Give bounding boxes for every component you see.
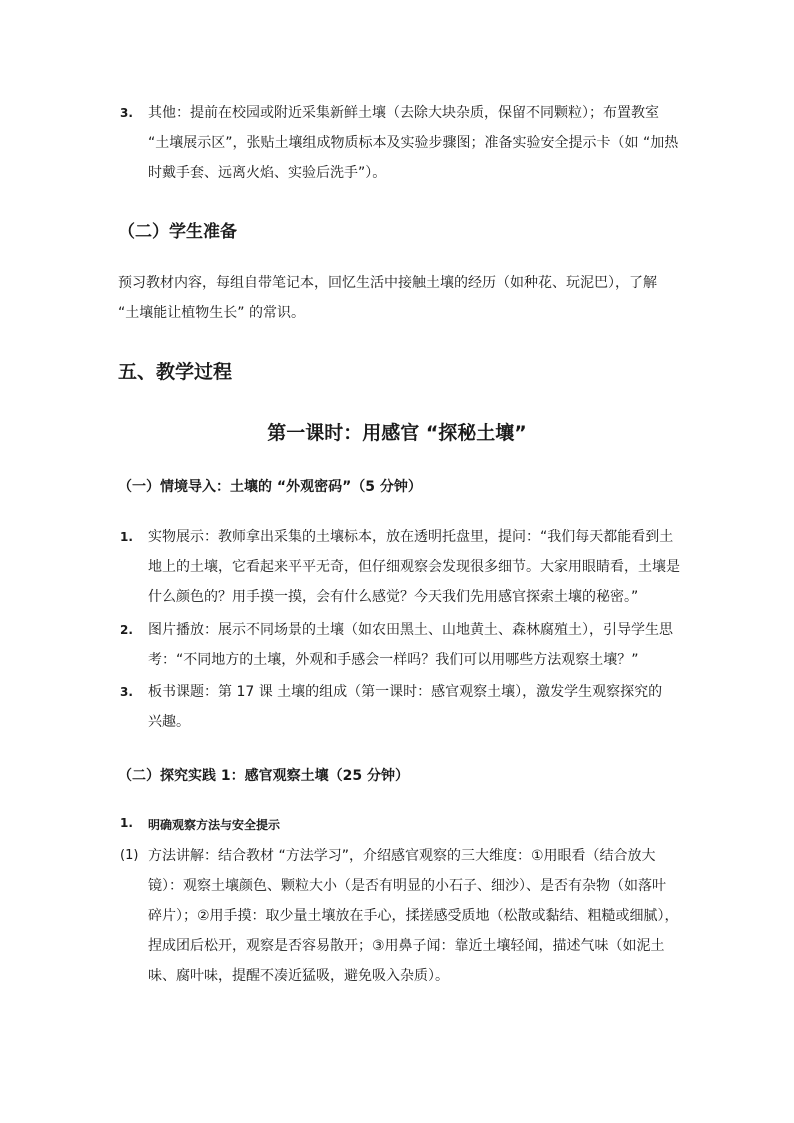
list-number: 3.	[120, 106, 133, 120]
text-line: 味、腐叶味，提醒不凑近猛吸，避免吸入杂质）。	[148, 968, 449, 984]
text-line: 考：“不同地方的土壤，外观和手感会一样吗？我们可以用哪些方法观察土壤？”	[148, 652, 639, 668]
paragraph	[118, 268, 698, 328]
text-line: 图片播放：展示不同场景的土壤（如农田黑土、山地黄土、森林腐殖土），引导学生思	[148, 622, 673, 638]
text-line: 板书课题：第 17 课 土壤的组成（第一课时：感官观察土壤），激发学生观察探究的	[148, 684, 663, 700]
list-number: 1.	[120, 816, 133, 830]
list-item-text	[148, 841, 688, 991]
text-line: 预习教材内容，每组自带笔记本，回忆生活中接触土壤的经历（如种花、玩泥巴），了解	[118, 275, 657, 291]
text-line: 捏成团后松开，观察是否容易散开；③用鼻子闻：靠近土壤轻闻，描述气味（如泥土	[148, 938, 665, 954]
list-item-text	[148, 615, 688, 675]
text-line: 时戴手套、远离火焰、实验后洗手”）。	[148, 165, 387, 181]
list-number: 1.	[120, 530, 133, 544]
chapter-heading: 五、教学过程	[118, 361, 233, 383]
text-line: 什么颜色的？用手摸一摸，会有什么感觉？今天我们先用感官探索土壤的秘密。”	[148, 589, 639, 605]
text-line: 碎片）；②用手摸：取少量土壤放在手心，揉搓感受质地（松散或黏结、粗糙或细腻），	[148, 908, 679, 924]
list-item-text	[148, 98, 688, 188]
subsection-heading: （一）情境导入：土壤的 “外观密码”（5 分钟）	[118, 479, 422, 495]
text-line: “土壤展示区”，张贴土壤组成物质标本及实验步骤图；准备实验安全提示卡（如 “加热	[148, 135, 679, 151]
text-line: “土壤能让植物生长” 的常识。	[118, 305, 305, 321]
list-number: 2.	[120, 623, 133, 637]
text-line: 方法讲解：结合教材 “方法学习”，介绍感官观察的三大维度：①用眼看（结合放大	[148, 848, 656, 864]
sub-heading: 明确观察方法与安全提示	[148, 818, 281, 832]
subsection-heading: （二）探究实践 1：感官观察土壤（25 分钟）	[118, 768, 409, 784]
list-item-text	[148, 677, 688, 737]
text-line: 其他：提前在校园或附近采集新鲜土壤（去除大块杂质，保留不同颗粒）；布置教室	[148, 105, 659, 121]
lesson-title: 第一课时：用感官 “探秘土壤”	[267, 422, 527, 444]
text-line: 地上的土壤，它看起来平平无奇，但仔细观察会发现很多细节。大家用眼睛看，土壤是	[148, 559, 680, 575]
section-heading: （二）学生准备	[118, 222, 237, 242]
list-number: 3.	[120, 685, 133, 699]
text-line: 实物展示：教师拿出采集的土壤标本，放在透明托盘里，提问：“我们每天都能看到土	[148, 529, 674, 545]
text-line: 兴趣。	[148, 714, 190, 730]
list-number: (1)	[120, 848, 139, 863]
list-item-text	[148, 522, 688, 612]
text-line: 镜）：观察土壤颜色、颗粒大小（是否有明显的小石子、细沙）、是否有杂物（如落叶	[148, 878, 666, 894]
